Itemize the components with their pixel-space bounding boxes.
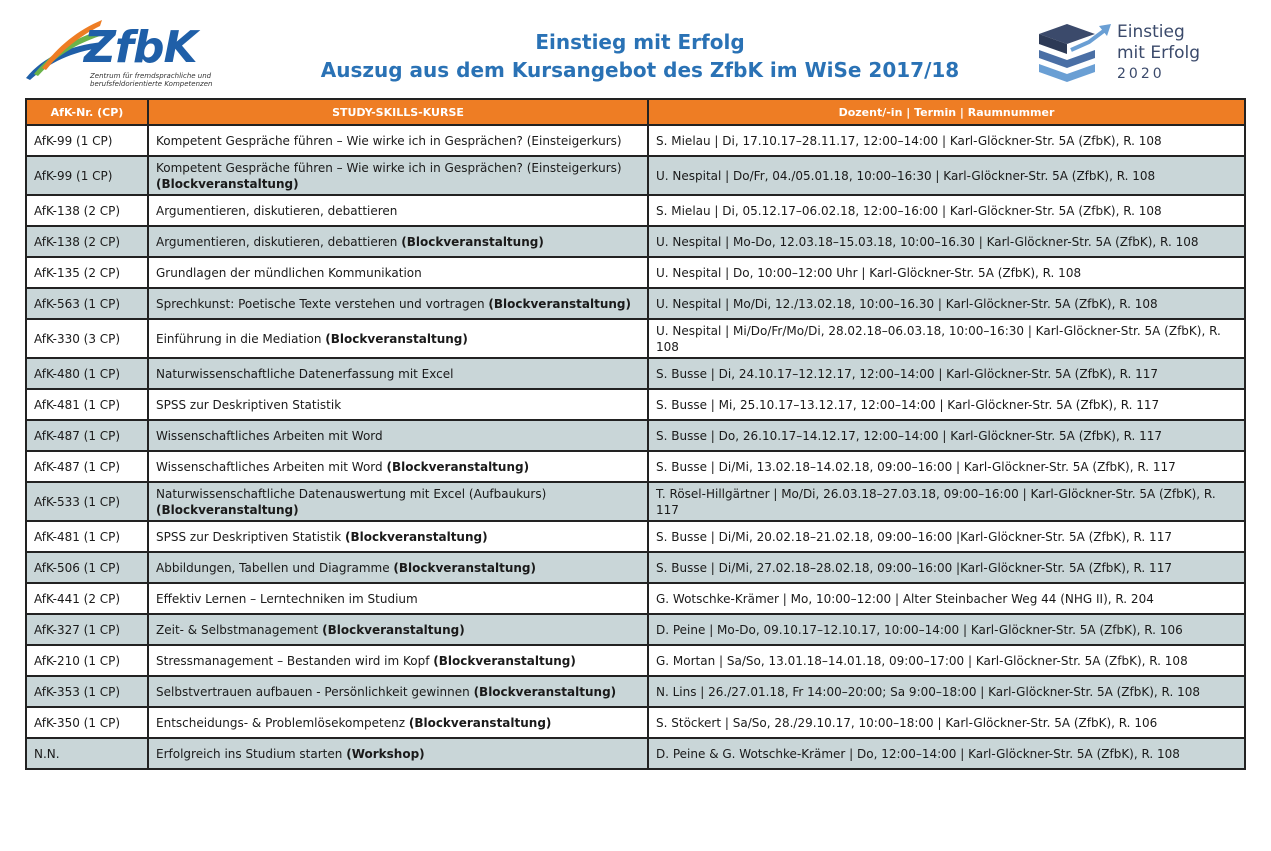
course-title: Argumentieren, diskutieren, debattieren (156, 203, 398, 218)
table-row (26, 319, 1245, 358)
course-format: (Blockveranstaltung) (156, 502, 299, 517)
course-title: Wissenschaftliches Arbeiten mit Word (156, 428, 383, 443)
title-line-2: Auszug aus dem Kursangebot des ZfbK im WiSe 2017/18 (320, 58, 960, 82)
cell-course (148, 552, 648, 583)
table-row (26, 583, 1245, 614)
cell-afk-nr: AfK-99 (1 CP) (26, 125, 148, 156)
cell-afk-nr: AfK-138 (2 CP) (26, 226, 148, 257)
course-title: Erfolgreich ins Studium starten (156, 746, 343, 761)
cell-course (148, 226, 648, 257)
course-format: (Blockveranstaltung) (488, 296, 631, 311)
table-row (26, 420, 1245, 451)
table-row (26, 288, 1245, 319)
cell-course (148, 707, 648, 738)
cell-details: U. Nespital | Mo/Di, 12./13.02.18, 10:00–16.30 | Karl-Glöckner-Str. 5A (ZfbK), R. 108 (648, 288, 1245, 319)
course-title: Kompetent Gespräche führen – Wie wirke ich in Gesprächen? (Einsteigerkurs) (156, 160, 622, 175)
einstieg-logo-year: 2020 (1117, 66, 1165, 82)
table-row (26, 614, 1245, 645)
cell-course (148, 451, 648, 482)
cell-details: U. Nespital | Do, 10:00–12:00 Uhr | Karl-Glöckner-Str. 5A (ZfbK), R. 108 (648, 257, 1245, 288)
cell-course (148, 389, 648, 420)
header-afk-nr: AfK-Nr. (CP) (26, 99, 148, 125)
table-header-row (26, 99, 1245, 125)
cell-afk-nr: AfK-441 (2 CP) (26, 583, 148, 614)
cell-afk-nr: AfK-481 (1 CP) (26, 389, 148, 420)
cell-details: S. Busse | Di, 24.10.17–12.12.17, 12:00–14:00 | Karl-Glöckner-Str. 5A (ZfbK), R. 117 (648, 358, 1245, 389)
course-format: (Blockveranstaltung) (473, 684, 617, 699)
cell-course (148, 676, 648, 707)
course-title: Stressmanagement – Bestanden wird im Kopf (156, 653, 430, 668)
table-row (26, 257, 1245, 288)
title-line-1: Einstieg mit Erfolg (535, 30, 745, 54)
cell-course (148, 358, 648, 389)
course-title: SPSS zur Deskriptiven Statistik (156, 529, 342, 544)
course-title: Zeit- & Selbstmanagement (156, 622, 319, 637)
course-title: Naturwissenschaftliche Datenauswertung mit Excel (Aufbaukurs) (156, 486, 547, 501)
cell-afk-nr: AfK-353 (1 CP) (26, 676, 148, 707)
cell-details: N. Lins | 26./27.01.18, Fr 14:00–20:00; Sa 9:00–18:00 | Karl-Glöckner-Str. 5A (ZfbK), R. 108 (648, 676, 1245, 707)
course-table (25, 98, 1246, 770)
table-row (26, 738, 1245, 769)
cell-course (148, 156, 648, 195)
cell-afk-nr: AfK-480 (1 CP) (26, 358, 148, 389)
course-title: Sprechkunst: Poetische Texte verstehen und vortragen (156, 296, 485, 311)
course-title: Abbildungen, Tabellen und Diagramme (156, 560, 390, 575)
course-title: Naturwissenschaftliche Datenerfassung mit Excel (156, 366, 454, 381)
cell-details: U. Nespital | Do/Fr, 04./05.01.18, 10:00–16:30 | Karl-Glöckner-Str. 5A (ZfbK), R. 108 (648, 156, 1245, 195)
table-row (26, 552, 1245, 583)
cell-details: S. Mielau | Di, 17.10.17–28.11.17, 12:00–14:00 | Karl-Glöckner-Str. 5A (ZfbK), R. 108 (648, 125, 1245, 156)
cell-details: G. Wotschke-Krämer | Mo, 10:00–12:00 | Alter Steinbacher Weg 44 (NHG II), R. 204 (648, 583, 1245, 614)
table-row (26, 389, 1245, 420)
course-format: (Blockveranstaltung) (433, 653, 576, 668)
cell-course (148, 125, 648, 156)
page-title (280, 29, 1000, 85)
course-format: (Blockveranstaltung) (386, 459, 530, 474)
course-format: (Blockveranstaltung) (408, 715, 552, 730)
cell-course (148, 420, 648, 451)
course-title: Einführung in die Mediation (156, 331, 322, 346)
einstieg-logo (1037, 20, 1237, 90)
course-format: (Blockveranstaltung) (401, 234, 544, 249)
cell-details: D. Peine & G. Wotschke-Krämer | Do, 12:00–14:00 | Karl-Glöckner-Str. 5A (ZfbK), R. 108 (648, 738, 1245, 769)
cell-details: S. Busse | Di/Mi, 13.02.18–14.02.18, 09:00–16:00 | Karl-Glöckner-Str. 5A (ZfbK), R. 117 (648, 451, 1245, 482)
cell-details: U. Nespital | Mo-Do, 12.03.18–15.03.18, 10:00–16.30 | Karl-Glöckner-Str. 5A (ZfbK), R. 108 (648, 226, 1245, 257)
cell-details: S. Busse | Di/Mi, 27.02.18–28.02.18, 09:00–16:00 |Karl-Glöckner-Str. 5A (ZfbK), R. 117 (648, 552, 1245, 583)
zfbk-subline: Zentrum für fremdsprachliche und berufsfeldorientierte Kompetenzen (90, 72, 213, 88)
course-format: (Blockveranstaltung) (393, 560, 536, 575)
header-dozent-termin: Dozent/-in | Termin | Raumnummer (648, 99, 1245, 125)
cell-afk-nr: AfK-327 (1 CP) (26, 614, 148, 645)
table-row (26, 676, 1245, 707)
cell-afk-nr: AfK-563 (1 CP) (26, 288, 148, 319)
cell-afk-nr: N.N. (26, 738, 148, 769)
cell-course (148, 319, 648, 358)
course-format: (Workshop) (346, 746, 425, 761)
course-title: Wissenschaftliches Arbeiten mit Word (156, 459, 383, 474)
cell-afk-nr: AfK-138 (2 CP) (26, 195, 148, 226)
stacked-books-arrow-icon (1037, 20, 1113, 86)
cell-details: S. Busse | Mi, 25.10.17–13.12.17, 12:00–14:00 | Karl-Glöckner-Str. 5A (ZfbK), R. 117 (648, 389, 1245, 420)
einstieg-logo-text (1117, 22, 1200, 85)
course-title: Effektiv Lernen – Lerntechniken im Studium (156, 591, 418, 606)
cell-afk-nr: AfK-350 (1 CP) (26, 707, 148, 738)
course-title: SPSS zur Deskriptiven Statistik (156, 397, 342, 412)
table-row (26, 358, 1245, 389)
cell-course (148, 288, 648, 319)
table-row (26, 521, 1245, 552)
cell-afk-nr: AfK-487 (1 CP) (26, 451, 148, 482)
einstieg-logo-line-1: Einstieg (1117, 22, 1185, 42)
cell-details: G. Mortan | Sa/So, 13.01.18–14.01.18, 09:00–17:00 | Karl-Glöckner-Str. 5A (ZfbK), R. 108 (648, 645, 1245, 676)
course-title: Selbstvertrauen aufbauen - Persönlichkeit gewinnen (156, 684, 470, 699)
cell-details: U. Nespital | Mi/Do/Fr/Mo/Di, 28.02.18–06.03.18, 10:00–16:30 | Karl-Glöckner-Str. 5A (ZfbK), R. 108 (648, 319, 1245, 358)
table-row (26, 482, 1245, 521)
einstieg-logo-line-2: mit Erfolg (1117, 43, 1200, 63)
course-format: (Blockveranstaltung) (345, 529, 488, 544)
cell-course (148, 521, 648, 552)
cell-details: S. Stöckert | Sa/So, 28./29.10.17, 10:00–18:00 | Karl-Glöckner-Str. 5A (ZfbK), R. 106 (648, 707, 1245, 738)
cell-course (148, 257, 648, 288)
cell-details: D. Peine | Mo-Do, 09.10.17–12.10.17, 10:00–14:00 | Karl-Glöckner-Str. 5A (ZfbK), R. 106 (648, 614, 1245, 645)
table-row (26, 226, 1245, 257)
cell-course (148, 195, 648, 226)
cell-details: T. Rösel-Hillgärtner | Mo/Di, 26.03.18–27.03.18, 09:00–16:00 | Karl-Glöckner-Str. 5A (ZfbK), R. 117 (648, 482, 1245, 521)
course-title: Grundlagen der mündlichen Kommunikation (156, 265, 422, 280)
cell-details: S. Busse | Di/Mi, 20.02.18–21.02.18, 09:00–16:00 |Karl-Glöckner-Str. 5A (ZfbK), R. 117 (648, 521, 1245, 552)
course-title: Entscheidungs- & Problemlösekompetenz (156, 715, 405, 730)
cell-details: S. Busse | Do, 26.10.17–14.12.17, 12:00–14:00 | Karl-Glöckner-Str. 5A (ZfbK), R. 117 (648, 420, 1245, 451)
zfbk-brand: ZfbK (84, 22, 197, 73)
cell-afk-nr: AfK-330 (3 CP) (26, 319, 148, 358)
cell-course (148, 583, 648, 614)
header-study-skills: STUDY-SKILLS-KURSE (148, 99, 648, 125)
cell-afk-nr: AfK-210 (1 CP) (26, 645, 148, 676)
cell-afk-nr: AfK-99 (1 CP) (26, 156, 148, 195)
course-format: (Blockveranstaltung) (325, 331, 468, 346)
table-row (26, 195, 1245, 226)
zfbk-logo (24, 16, 214, 92)
table-row (26, 156, 1245, 195)
cell-afk-nr: AfK-533 (1 CP) (26, 482, 148, 521)
cell-course (148, 738, 648, 769)
table-row (26, 451, 1245, 482)
cell-afk-nr: AfK-135 (2 CP) (26, 257, 148, 288)
cell-details: S. Mielau | Di, 05.12.17–06.02.18, 12:00–16:00 | Karl-Glöckner-Str. 5A (ZfbK), R. 108 (648, 195, 1245, 226)
cell-afk-nr: AfK-487 (1 CP) (26, 420, 148, 451)
cell-course (148, 645, 648, 676)
table-row (26, 707, 1245, 738)
table-row (26, 645, 1245, 676)
cell-course (148, 614, 648, 645)
course-format: (Blockveranstaltung) (156, 176, 299, 191)
cell-afk-nr: AfK-481 (1 CP) (26, 521, 148, 552)
table-row (26, 125, 1245, 156)
course-title: Kompetent Gespräche führen – Wie wirke ich in Gesprächen? (Einsteigerkurs) (156, 133, 622, 148)
cell-course (148, 482, 648, 521)
course-title: Argumentieren, diskutieren, debattieren (156, 234, 398, 249)
cell-afk-nr: AfK-506 (1 CP) (26, 552, 148, 583)
course-format: (Blockveranstaltung) (322, 622, 465, 637)
